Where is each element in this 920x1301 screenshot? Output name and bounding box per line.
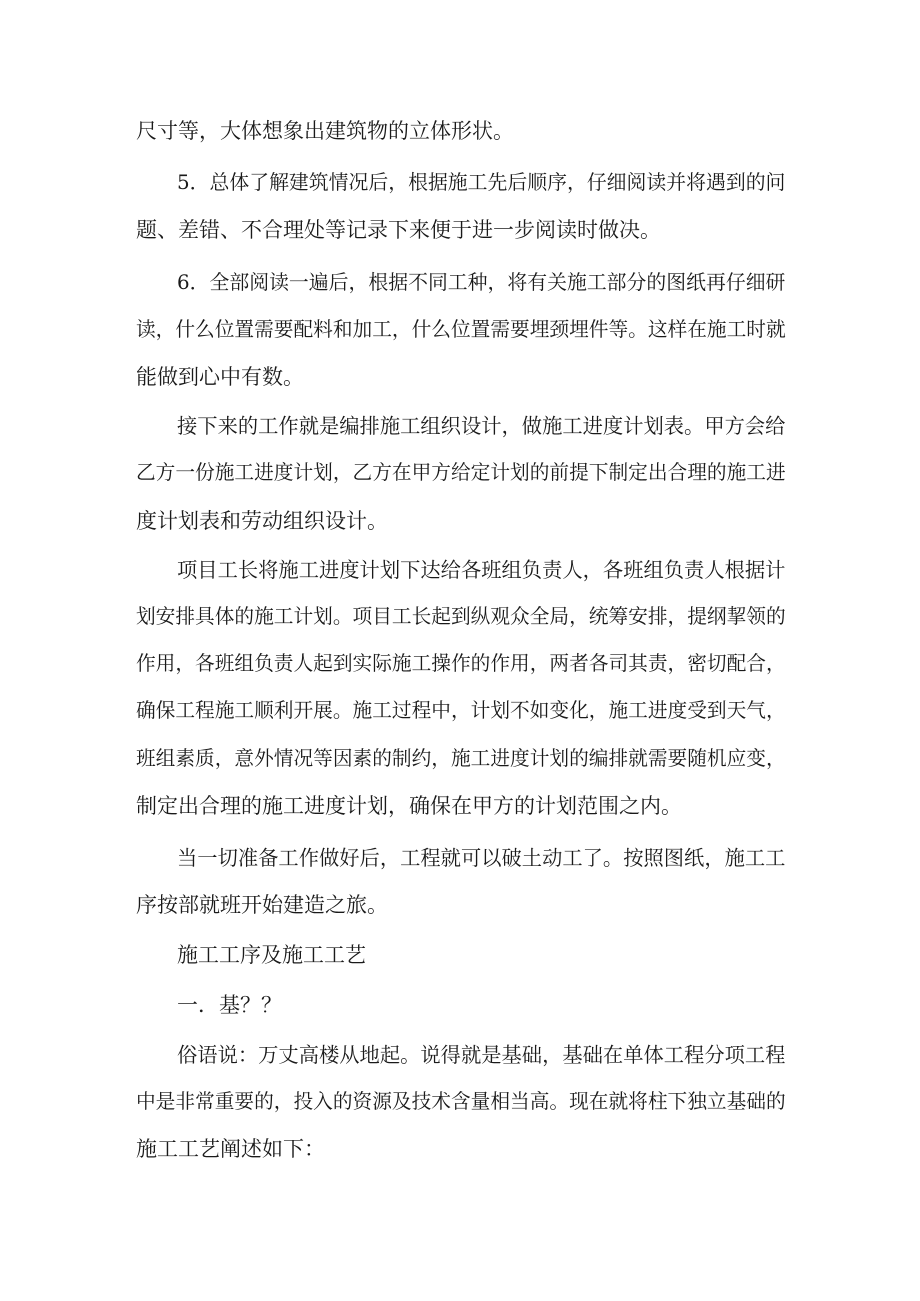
text-line: 尺寸等，大体想象出建筑物的立体形状。 <box>136 119 514 143</box>
text-line: 当一切准备工作做好后，工程就可以破土动工了。按照图纸，施工工 <box>177 846 786 870</box>
text-line: 接下来的工作就是编排施工组织设计，做施工进度计划表。甲方会给 <box>177 414 786 438</box>
text-line: 5．总体了解建筑情况后，根据施工先后顺序，仔细阅读并将遇到的问 <box>177 171 786 194</box>
text-line: 俗语说：万丈高楼从地起。说得就是基础，基础在单体工程分项工程 <box>177 1043 786 1067</box>
text-line: 6．全部阅读一遍后，根据不同工种，将有关施工部分的图纸再仔细研 <box>177 271 786 294</box>
section-heading: 施工工序及施工工艺 <box>177 943 366 967</box>
text-line: 读，什么位置需要配料和加工，什么位置需要埋颈埋件等。这样在施工时就 <box>136 318 786 341</box>
text-line: 乙方一份施工进度计划，乙方在甲方给定计划的前提下制定出合理的施工进 <box>136 461 786 484</box>
subsection-heading: 一．基？？ <box>177 993 282 1017</box>
text-line: 班组素质，意外情况等因素的制约，施工进度计划的编排就需要随机应变， <box>136 747 786 770</box>
text-line: 划安排具体的施工计划。项目工长起到纵观众全局，统筹安排，提纲挈领的 <box>136 605 786 628</box>
text-line: 项目工长将施工进度计划下达给各班组负责人，各班组负责人根据计 <box>177 558 786 582</box>
text-line: 能做到心中有数。 <box>136 365 304 389</box>
text-line: 确保工程施工顺利开展。施工过程中，计划不如变化，施工进度受到天气， <box>136 699 786 722</box>
text-line: 作用，各班组负责人起到实际施工操作的作用，两者各司其责，密切配合， <box>136 652 786 675</box>
text-line: 序按部就班开始建造之旅。 <box>136 893 388 917</box>
text-line: 度计划表和劳动组织设计。 <box>136 509 388 533</box>
text-line: 中是非常重要的，投入的资源及技术含量相当高。现在就将柱下独立基础的 <box>136 1090 786 1113</box>
text-line: 施工工艺阐述如下： <box>136 1137 325 1161</box>
text-line: 制定出合理的施工进度计划，确保在甲方的计划范围之内。 <box>136 794 682 818</box>
text-line: 题、差错、不合理处等记录下来便于进一步阅读时做决。 <box>136 218 661 242</box>
